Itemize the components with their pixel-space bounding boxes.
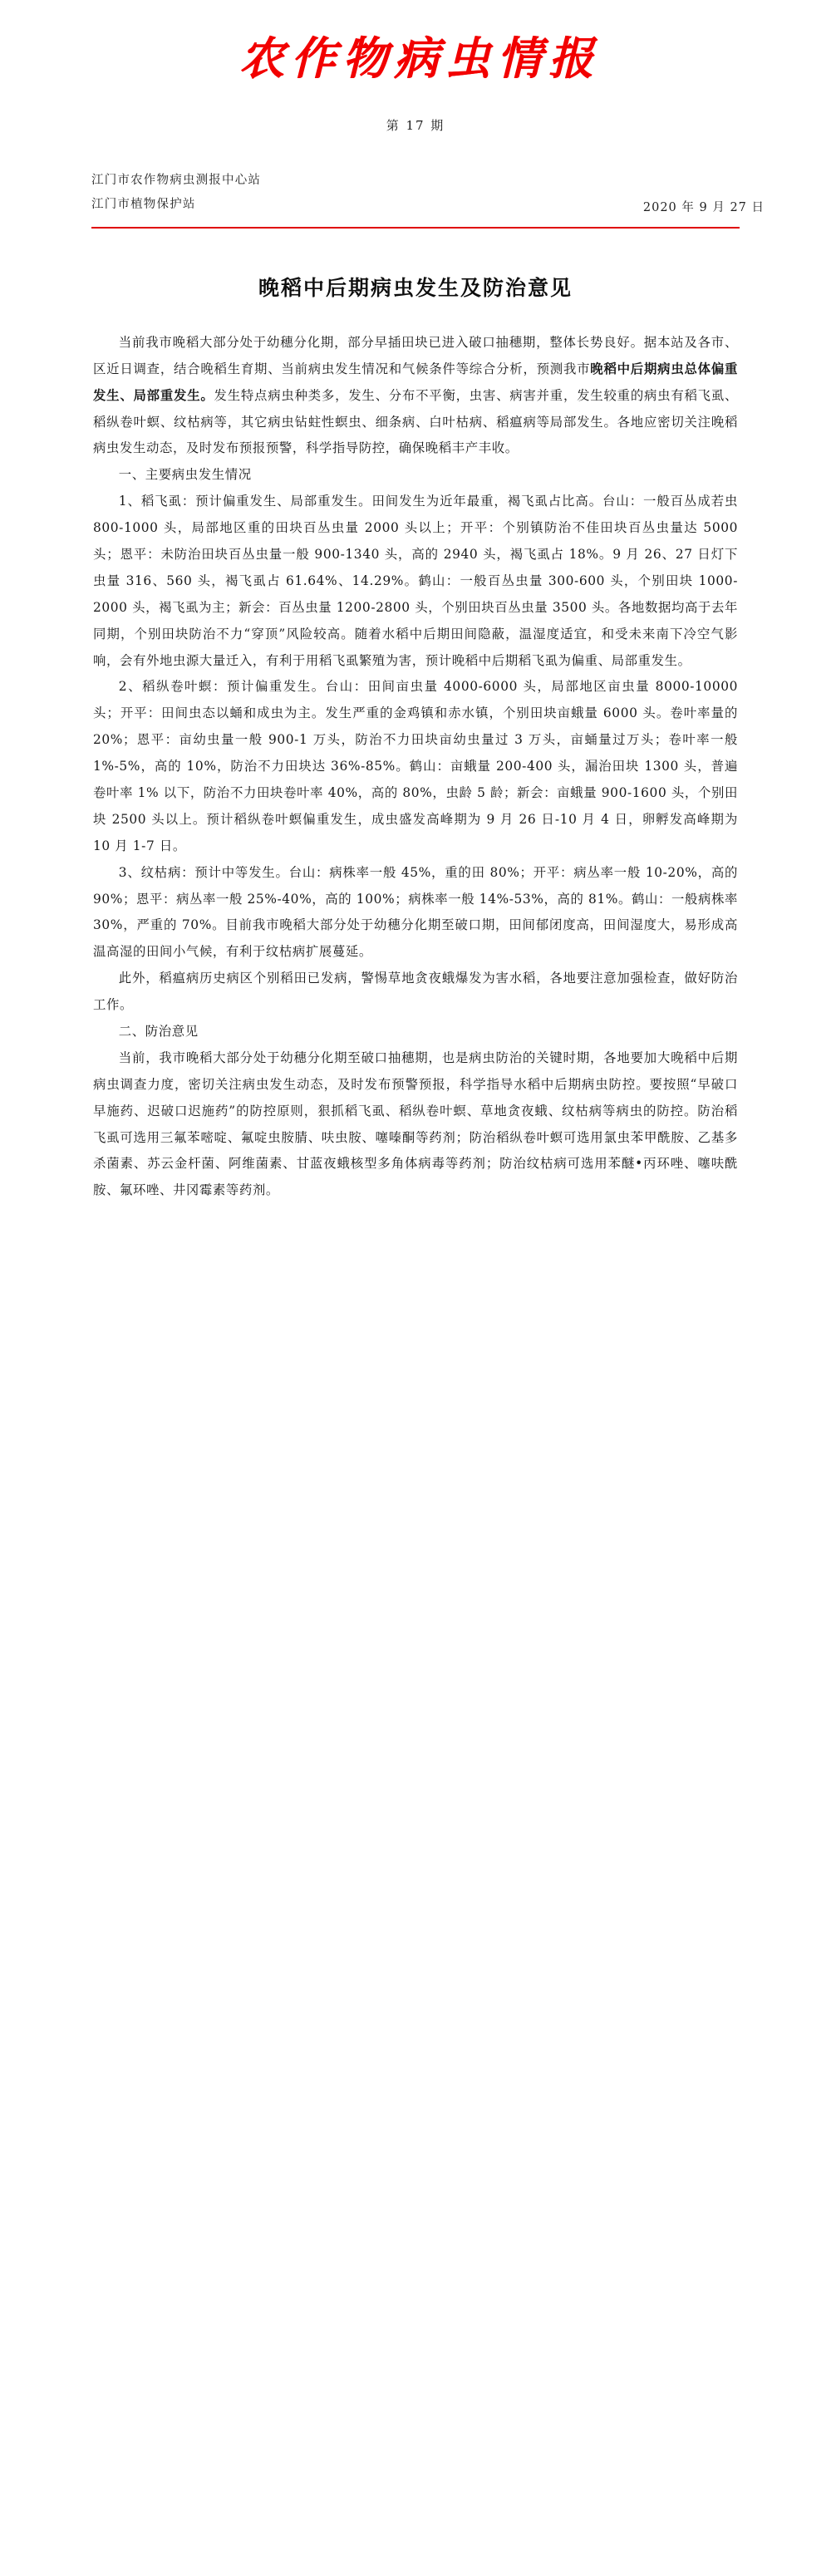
paragraph-item-2-leaf-roller: 2、稻纵卷叶螟：预计偏重发生。台山：田间亩虫量 4000-6000 头，局部地区亩虫量 8000-10000 头；开平：田间虫态以蛹和成虫为主。发生严重的金鸡镇和赤水镇，个别田块亩蛾量 6000 头。卷叶率量的 20%；恩平：亩幼虫量一般 900-1 万头，防治不力田块亩幼虫量过 3 万头，亩蛹量过万头；卷叶率一般 1%-5%，高的 10%，防治不力田块达 36%-85%。鹤山：亩蛾量 200-400 头，漏治田块 1300 头，普遍卷叶率 1% 以下，防治不力田块卷叶率 40%，高的 80%，虫龄 5 龄；新会：亩蛾量 900-1600 头，个别田块 2500 头以上。预计稻纵卷叶螟偏重发生，成虫盛发高峰期为 9 月 26 日-10 月 4 日，卵孵发高峰期为 10 月 1-7 日。	[93, 679, 738, 853]
section-heading-one: 一、主要病虫发生情况	[118, 467, 252, 483]
section-heading-two: 二、防治意见	[118, 1024, 199, 1040]
intro-text-part1: 当前我市晚稻大部分处于幼穗分化期，部分早插田块已进入破口抽穗期，整体长势良好。据本站及各市、区近日调查，结合晚稻生育期、当前病虫发生情况和气候条件等综合分析，预测我市	[93, 334, 738, 376]
paragraph-item-1-planthopper: 1、稻飞虱：预计偏重发生、局部重发生。田间发生为近年最重，褐飞虱占比高。台山：一般百丛成若虫 800-1000 头，局部地区重的田块百丛虫量 2000 头以上；开平：个别镇防治不佳田块百丛虫量达 5000 头；恩平：未防治田块百丛虫量一般 900-1340 头，高的 2940 头，褐飞虱占 18%。9 月 26、27 日灯下虫量 316、560 头，褐飞虱占 61.64%、14.29%。鹤山：一般百丛虫量 300-600 头，个别田块 1000-2000 头，褐飞虱为主；新会：百丛虫量 1200-2800 头，个别田块百丛虫量 3500 头。各地数据均高于去年同期，个别田块防治不力“穿顶”风险较高。随着水稻中后期田间隐蔽，温湿度适宜，和受未来南下冷空气影响，会有外地虫源大量迁入，有利于用稻飞虱繁殖为害，预计晚稻中后期稻飞虱为偏重、局部重发生。	[93, 494, 738, 668]
issue-number: 第 17 期	[386, 117, 445, 133]
paragraph-item-3-sheath-blight: 3、纹枯病：预计中等发生。台山：病株率一般 45%，重的田 80%；开平：病丛率一般 10-20%，高的 90%；恩平：病丛率一般 25%-40%，高的 100%；病株率一般 14%-53%，高的 81%。鹤山：一般病株率 30%，严重的 70%。目前我市晚稻大部分处于幼穗分化期至破口期，田间郁闭度高，田间湿度大，易形成高温高湿的田间小气候，有利于纹枯病扩展蔓延。	[93, 864, 738, 960]
issuer-name-primary: 江门市农作物病虫测报中心站	[91, 173, 262, 187]
red-divider-rule	[91, 227, 740, 229]
issuer-row	[91, 193, 766, 217]
masthead-title: 农作物病虫情报	[239, 32, 600, 85]
issuer-block	[0, 169, 831, 217]
paragraph-control-advice: 当前，我市晚稻大部分处于幼穗分化期至破口抽穗期，也是病虫防治的关键时期，各地要加大晚稻中后期病虫调查力度，密切关注病虫发生动态，及时发布预警预报，科学指导水稻中后期病虫防控。要按照“早破口早施药、迟破口迟施药”的防控原则，狠抓稻飞虱、稻纵卷叶螟、草地贪夜蛾、纹枯病等病虫的防控。防治稻飞虱可选用三氟苯嘧啶、氟啶虫胺腈、呋虫胺、噻嗪酮等药剂；防治稻纵卷叶螟可选用氯虫苯甲酰胺、乙基多杀菌素、苏云金杆菌、阿维菌素、甘蓝夜蛾核型多角体病毒等药剂；防治纹枯病可选用苯醚•丙环唑、噻呋酰胺、氟环唑、井冈霉素等药剂。	[93, 1050, 738, 1198]
intro-emphasis: 晚稻中后期病虫总体偏重发生、局部重发生。	[93, 361, 738, 403]
issuer-name-secondary: 江门市植物保护站	[91, 197, 196, 211]
issue-date: 2020 年 9 月 27 日	[642, 200, 765, 214]
page-title: 晚稻中后期病虫发生及防治意见	[258, 275, 573, 300]
masthead	[0, 0, 831, 134]
paragraph-item-4-additional: 此外，稻瘟病历史病区个别稻田已发病，警惕草地贪夜蛾爆发为害水稻，各地要注意加强检查，做好防治工作。	[93, 971, 738, 1013]
document-body	[0, 302, 831, 1254]
paragraph-intro	[93, 330, 738, 462]
intro-text-part2: 发生特点病虫种类多，发生、分布不平衡，虫害、病害并重，发生较重的病虫有稻飞虱、稻纵卷叶螟、纹枯病等，其它病虫钻蛀性螟虫、细条病、白叶枯病、稻瘟病等局部发生。各地应密切关注晚稻病虫发生动态，及时发布预报预警，科学指导防控，确保晚稻丰产丰收。	[93, 387, 739, 456]
